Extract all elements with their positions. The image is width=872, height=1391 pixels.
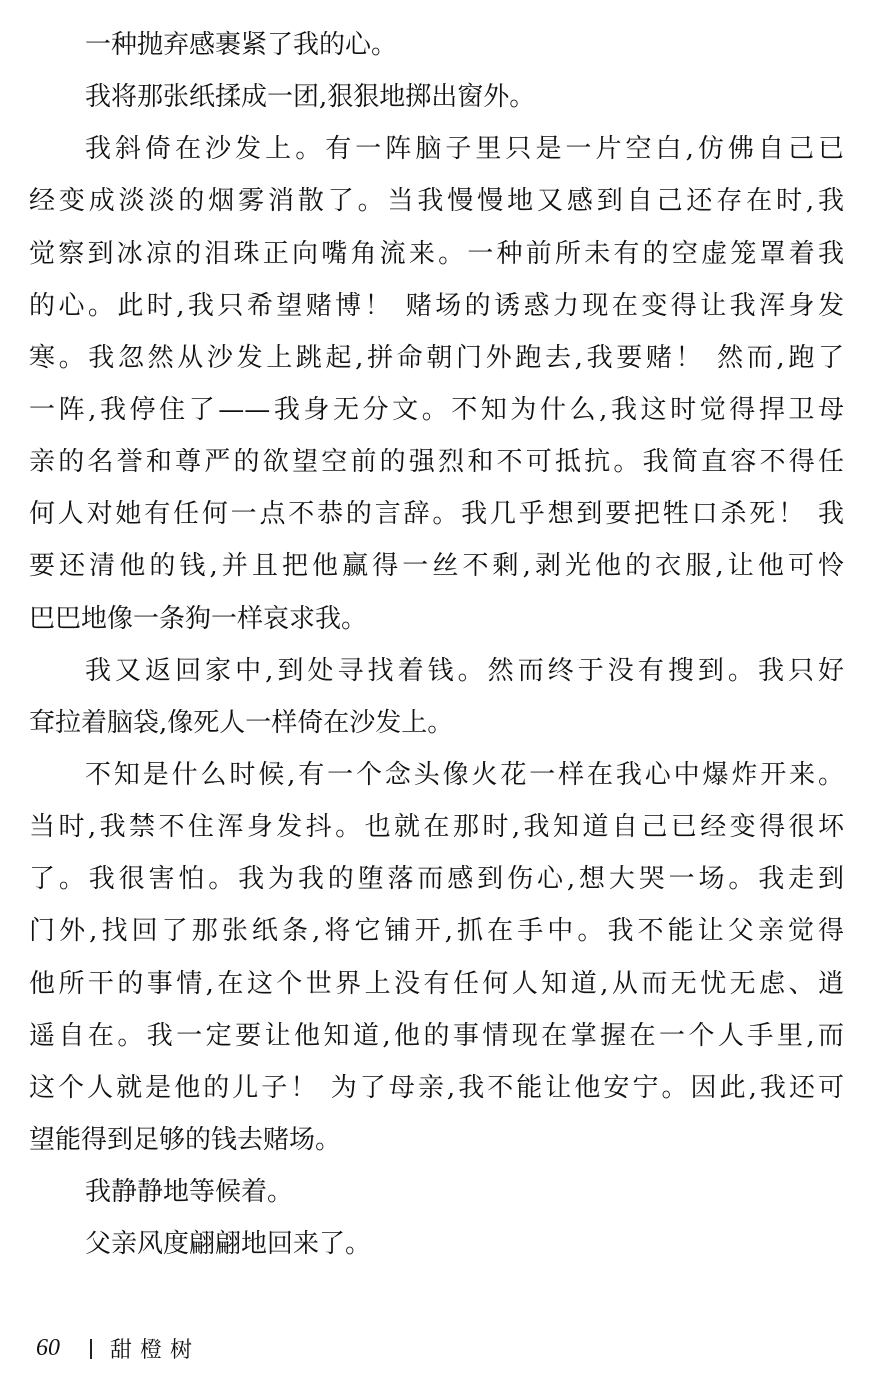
page-number: 60 <box>36 1335 60 1361</box>
text-line: 巴巴地像一条狗一样哀求我。 <box>29 603 368 634</box>
footer-separator <box>90 1339 92 1359</box>
paragraph <box>29 123 844 644</box>
page-footer <box>36 1333 200 1364</box>
text-line: 经变成淡淡的烟雾消散了。当我慢慢地又感到自己还存在时,我 <box>29 186 844 217</box>
text-line: 寒。我忽然从沙发上跳起,拼命朝门外跑去,我要赌！ 然而,跑了 <box>29 342 844 373</box>
text-line: 觉察到冰凉的泪珠正向嘴角流来。一种前所未有的空虚笼罩着我 <box>29 238 844 269</box>
paragraph <box>29 1218 844 1270</box>
paragraph <box>29 645 844 749</box>
text-line: 我又返回家中,到处寻找着钱。然而终于没有搜到。我只好 <box>85 655 844 686</box>
text-line: 一种抛弃感裹紧了我的心。 <box>85 30 398 60</box>
body-text <box>29 19 844 1270</box>
text-line: 他所干的事情,在这个世界上没有任何人知道,从而无忧无虑、逍 <box>29 968 844 999</box>
text-line: 父亲风度翩翩地回来了。 <box>85 1229 372 1260</box>
paragraph <box>29 749 844 1166</box>
text-line: 耷拉着脑袋,像死人一样倚在沙发上。 <box>29 707 454 738</box>
text-line: 了。我很害怕。我为我的堕落而感到伤心,想大哭一场。我走到 <box>29 864 844 895</box>
book-title: 甜橙树 <box>110 1338 201 1363</box>
paragraph <box>29 71 844 123</box>
text-line: 门外,找回了那张纸条,将它铺开,抓在手中。我不能让父亲觉得 <box>29 916 844 947</box>
paragraph <box>29 1166 844 1218</box>
text-line: 我静静地等候着。 <box>85 1177 294 1208</box>
text-line: 一阵,我停住了——我身无分文。不知为什么,我这时觉得捍卫母 <box>29 394 844 425</box>
text-line: 要还清他的钱,并且把他赢得一丝不剩,剥光他的衣服,让他可怜 <box>29 551 844 582</box>
paragraph <box>29 19 844 71</box>
text-line: 望能得到足够的钱去赌场。 <box>29 1124 342 1155</box>
text-line: 遥自在。我一定要让他知道,他的事情现在掌握在一个人手里,而 <box>29 1020 844 1051</box>
text-line: 当时,我禁不住浑身发抖。也就在那时,我知道自己已经变得很坏 <box>29 812 844 843</box>
text-line: 何人对她有任何一点不恭的言辞。我几乎想到要把牲口杀死！ 我 <box>29 499 844 530</box>
text-line: 我斜倚在沙发上。有一阵脑子里只是一片空白,仿佛自己已 <box>85 134 844 165</box>
text-line: 的心。此时,我只希望赌博！ 赌场的诱惑力现在变得让我浑身发 <box>29 290 844 321</box>
text-line: 我将那张纸揉成一团,狠狠地掷出窗外。 <box>85 82 536 113</box>
text-line: 亲的名誉和尊严的欲望空前的强烈和不可抵抗。我简直容不得任 <box>29 447 844 478</box>
text-line: 不知是什么时候,有一个念头像火花一样在我心中爆炸开来。 <box>85 759 844 790</box>
text-line: 这个人就是他的儿子！ 为了母亲,我不能让他安宁。因此,我还可 <box>29 1072 844 1103</box>
